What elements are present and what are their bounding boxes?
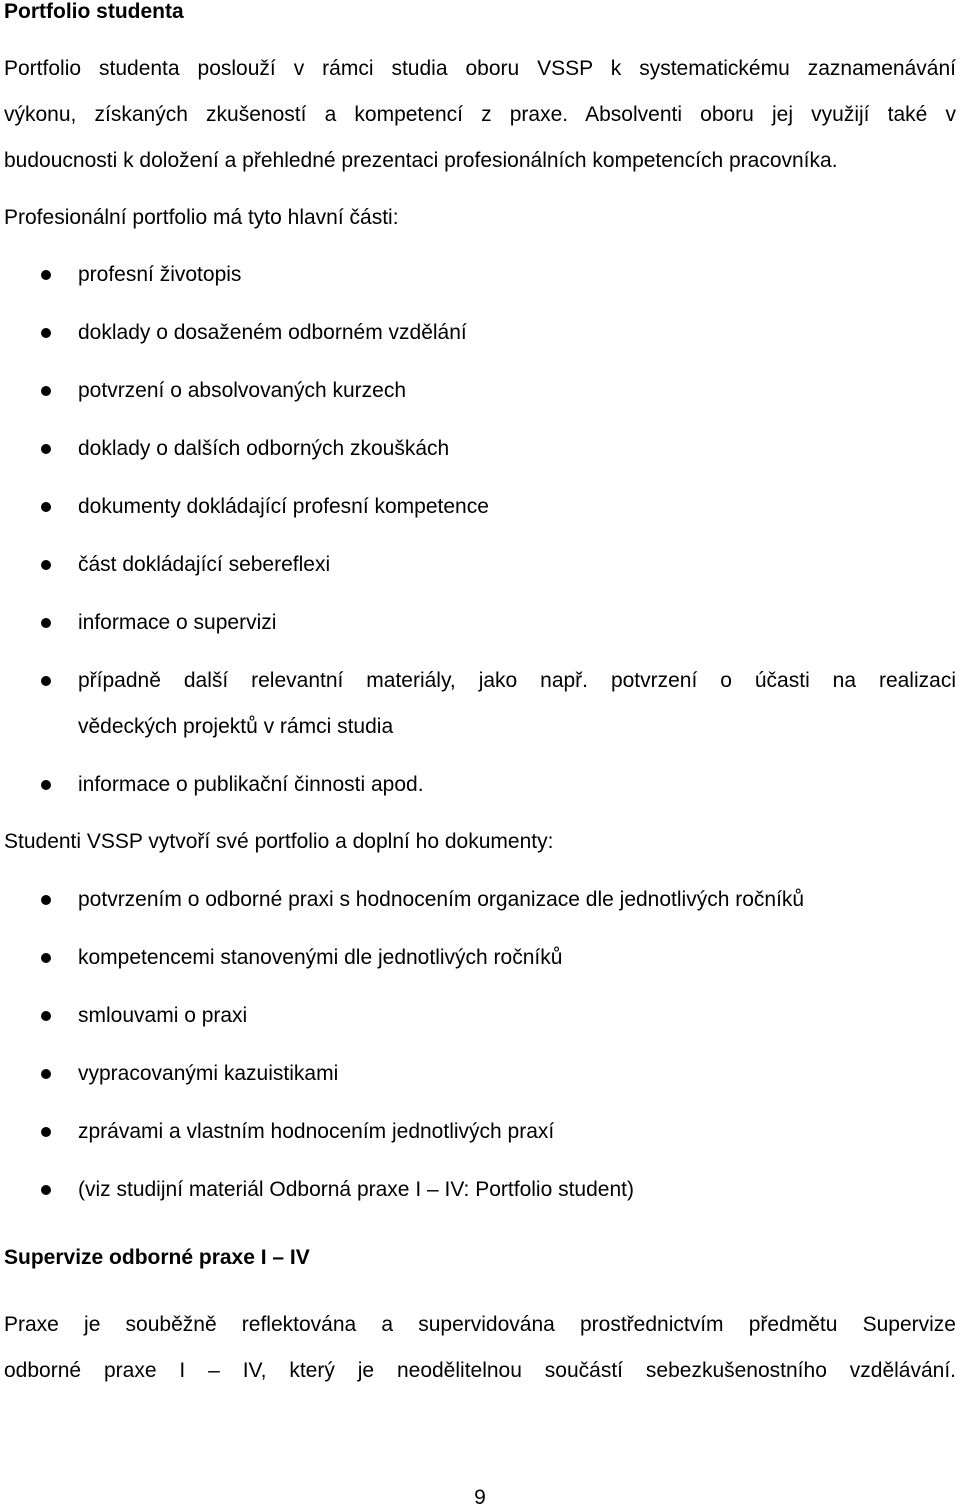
- list-item: dokumenty dokládající profesní kompetence: [78, 495, 956, 519]
- bullet-icon: [41, 1127, 51, 1137]
- bullet-icon: [41, 895, 51, 905]
- list-item-continuation: vědeckých projektů v rámci studia: [78, 715, 394, 738]
- list-item: případně další relevantní materiály, jako např. potvrzení o účasti na realizaci: [78, 669, 956, 693]
- list-item: potvrzením o odborné praxi s hodnocením organizace dle jednotlivých ročníků: [78, 888, 956, 912]
- bullet-icon: [41, 444, 51, 454]
- list-item: vypracovanými kazuistikami: [78, 1062, 956, 1086]
- bullet-icon: [41, 780, 51, 790]
- list-item: informace o publikační činnosti apod.: [78, 773, 956, 797]
- list-item: smlouvami o praxi: [78, 1004, 956, 1028]
- parts-intro: Profesionální portfolio má tyto hlavní části:: [4, 206, 399, 229]
- heading-supervize: Supervize odborné praxe I – IV: [4, 1246, 310, 1269]
- list-item: (viz studijní materiál Odborná praxe I – IV: Portfolio student): [78, 1178, 956, 1202]
- supervision-line-1: Praxe je souběžně reflektována a supervidována prostřednictvím předmětu Supervize: [4, 1313, 956, 1336]
- list-item: potvrzení o absolvovaných kurzech: [78, 379, 956, 403]
- supervision-line-2: odborné praxe I – IV, který je neodělitelnou součástí sebezkušenostního vzdělávání.: [4, 1359, 956, 1382]
- bullet-icon: [41, 1069, 51, 1079]
- list-item: kompetencemi stanovenými dle jednotlivých ročníků: [78, 946, 956, 970]
- list-item: informace o supervizi: [78, 611, 956, 635]
- intro-line-3: budoucnosti k doložení a přehledné prezentaci profesionálních kompetencích pracovníka.: [4, 149, 838, 172]
- bullet-icon: [41, 676, 51, 686]
- list-item: zprávami a vlastním hodnocením jednotlivých praxí: [78, 1120, 956, 1144]
- bullet-icon: [41, 618, 51, 628]
- bullet-icon: [41, 502, 51, 512]
- intro-line-1: Portfolio studenta poslouží v rámci studia oboru VSSP k systematickému zaznamenávání: [4, 57, 956, 80]
- list-item: část dokládající sebereflexi: [78, 553, 956, 577]
- page-number: 9: [474, 1486, 486, 1509]
- list-item: profesní životopis: [78, 263, 956, 287]
- list-item: doklady o dalších odborných zkouškách: [78, 437, 956, 461]
- intro-line-2: výkonu, získaných zkušeností a kompetencí z praxe. Absolventi oboru jej využijí také v: [4, 103, 956, 126]
- bullet-icon: [41, 1185, 51, 1195]
- list-item: doklady o dosaženém odborném vzdělání: [78, 321, 956, 345]
- bullet-icon: [41, 953, 51, 963]
- heading-portfolio-studenta: Portfolio studenta: [4, 0, 184, 23]
- bullet-icon: [41, 1011, 51, 1021]
- students-intro: Studenti VSSP vytvoří své portfolio a doplní ho dokumenty:: [4, 830, 554, 853]
- bullet-icon: [41, 270, 51, 280]
- bullet-icon: [41, 328, 51, 338]
- bullet-icon: [41, 560, 51, 570]
- bullet-icon: [41, 386, 51, 396]
